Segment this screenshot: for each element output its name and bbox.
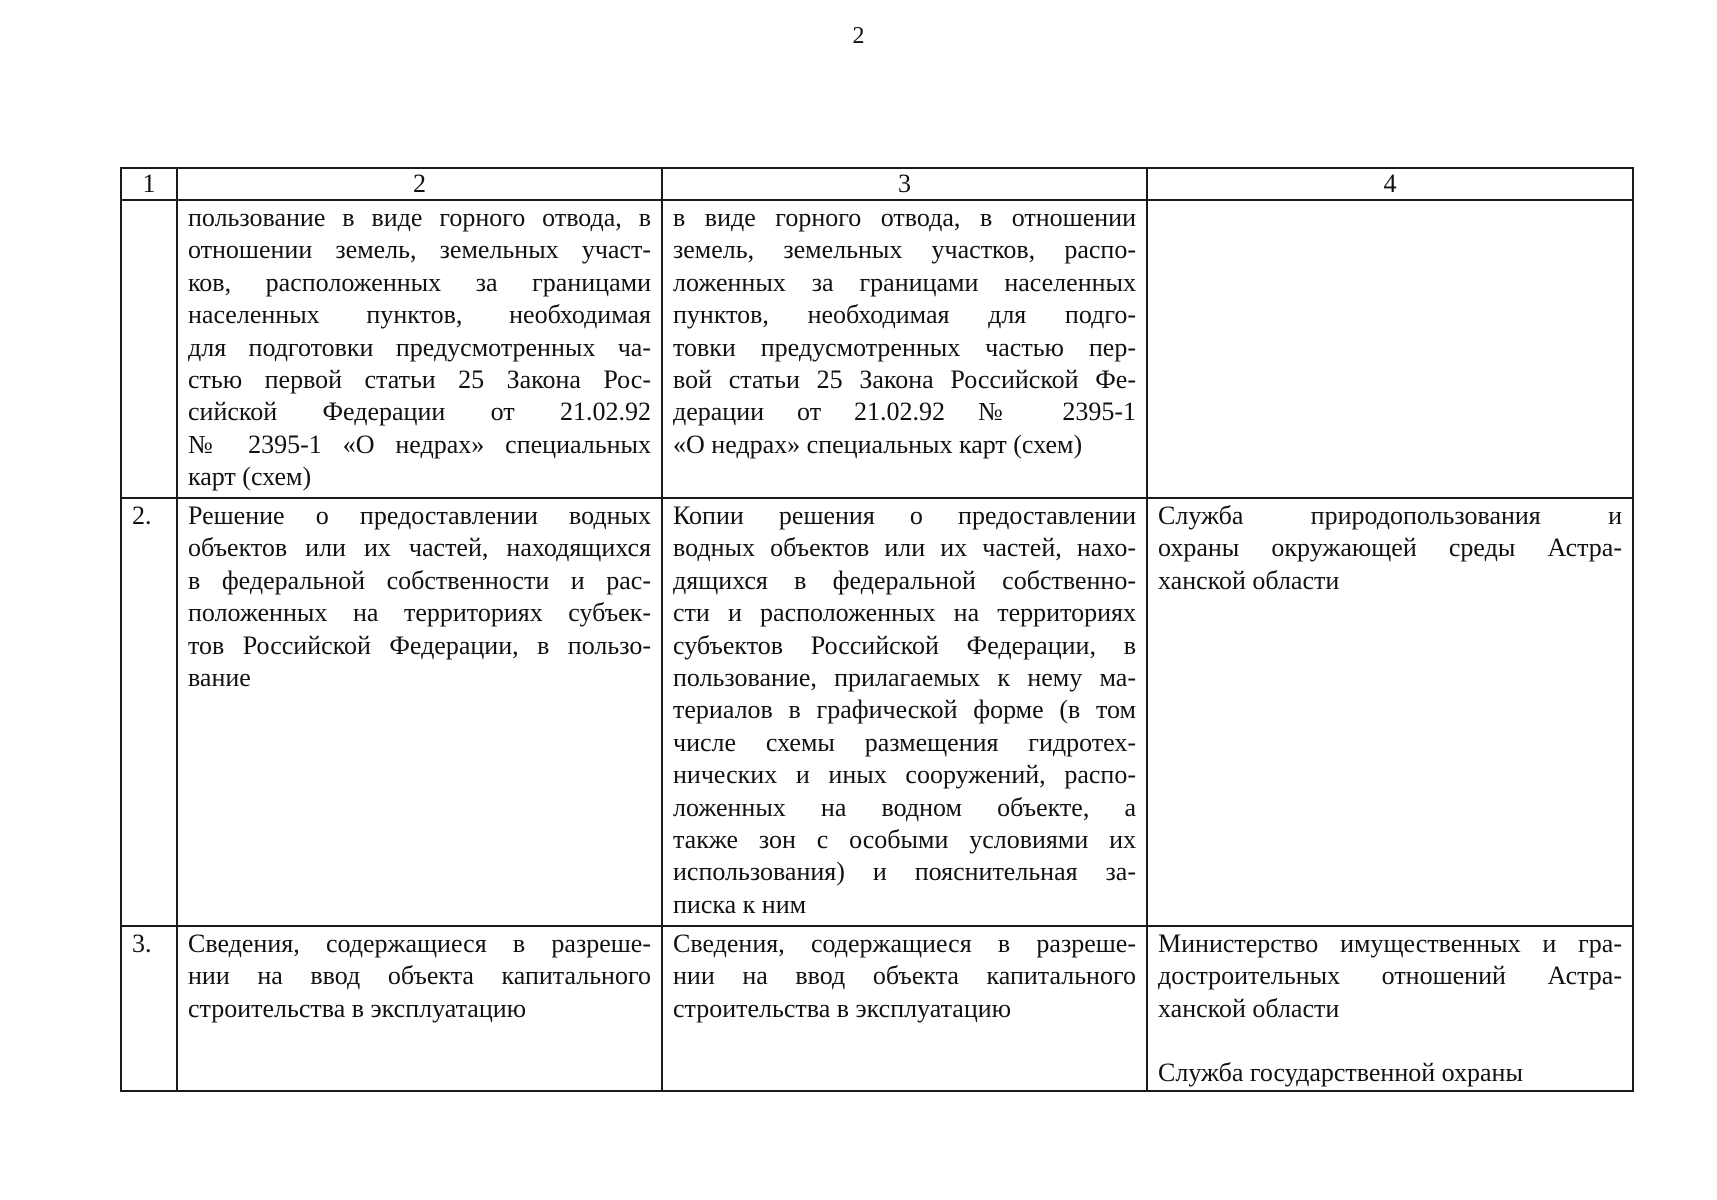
text-line: сийской Федерации от 21.02.92 <box>188 397 651 427</box>
text-line: Решение о предоставлении водных <box>188 501 651 530</box>
text-line: пользование в виде горного отвода, в <box>188 203 651 232</box>
text-line: ханской области <box>1158 993 1340 1023</box>
page-number: 2 <box>852 23 865 49</box>
blank-line <box>1158 1025 1622 1057</box>
text-line: № 2395-1 «О недрах» специальных <box>188 429 651 459</box>
text-line: нии на ввод объекта капитального <box>188 961 651 991</box>
text-line: использования) и пояснительная за- <box>673 857 1136 887</box>
column-header-1: 1 <box>121 168 177 200</box>
authority-cell <box>1147 498 1633 926</box>
text-line: тов Российской Федерации, в пользо- <box>188 630 651 660</box>
table-header-row <box>121 168 1633 200</box>
document-content-cell <box>662 926 1147 1091</box>
text-line: водных объектов или их частей, нахо- <box>673 533 1136 563</box>
document-name-cell <box>177 498 662 926</box>
text-line: карт (схем) <box>188 462 312 492</box>
row-number-cell: 2. <box>121 498 177 926</box>
authority-cell <box>1147 200 1633 498</box>
table-row <box>121 926 1633 1091</box>
text-line: Служба природопользования и <box>1158 501 1622 530</box>
text-line: достроительных отношений Астра- <box>1158 961 1622 991</box>
text-line: Служба государственной охраны <box>1158 1058 1523 1088</box>
row-number-cell <box>121 200 177 498</box>
table-row <box>121 200 1633 498</box>
column-header-4: 4 <box>1147 168 1633 200</box>
text-line: пользование, прилагаемых к нему ма- <box>673 663 1136 693</box>
text-line: нических и иных сооружений, распо- <box>673 760 1136 790</box>
text-line: «О недрах» специальных карт (схем) <box>673 429 1083 459</box>
text-line: отношении земель, земельных участ- <box>188 235 651 265</box>
text-line: вание <box>188 663 251 693</box>
text-line: числе схемы размещения гидротех- <box>673 727 1136 757</box>
text-line: строительства в эксплуатацию <box>673 993 1012 1023</box>
text-line: сти и расположенных на территориях <box>673 598 1136 628</box>
text-line: пунктов, необходимая для подго- <box>673 300 1136 330</box>
row-number-cell: 3. <box>121 926 177 1091</box>
document-table <box>120 167 1634 1092</box>
text-line: дящихся в федеральной собственно- <box>673 565 1136 595</box>
document-content-cell <box>662 498 1147 926</box>
text-line: в федеральной собственности и рас- <box>188 565 651 595</box>
document-name-cell <box>177 926 662 1091</box>
column-header-2: 2 <box>177 168 662 200</box>
text-line: населенных пунктов, необходимая <box>188 300 651 330</box>
text-line: Копии решения о предоставлении <box>673 501 1136 530</box>
document-name-cell <box>177 200 662 498</box>
text-line: также зон с особыми условиями их <box>673 825 1136 855</box>
text-line: в виде горного отвода, в отношении <box>673 203 1136 232</box>
text-line: териалов в графической форме (в том <box>673 695 1136 725</box>
text-line: нии на ввод объекта капитального <box>673 961 1136 991</box>
text-line: товки предусмотренных частью пер- <box>673 332 1136 362</box>
text-line: Сведения, содержащиеся в разреше- <box>673 929 1136 958</box>
column-header-3: 3 <box>662 168 1147 200</box>
document-content-cell <box>662 200 1147 498</box>
text-line: объектов или их частей, находящихся <box>188 533 651 563</box>
text-line: ханской области <box>1158 565 1340 595</box>
text-line: писка к ним <box>673 889 807 919</box>
text-line: вой статьи 25 Закона Российской Фе- <box>673 365 1136 395</box>
text-line: для подготовки предусмотренных ча- <box>188 332 651 362</box>
text-line: положенных на территориях субъек- <box>188 598 651 628</box>
text-line: строительства в эксплуатацию <box>188 993 527 1023</box>
text-line: субъектов Российской Федерации, в <box>673 630 1136 660</box>
text-line: Министерство имущественных и гра- <box>1158 929 1622 958</box>
text-line: ложенных за границами населенных <box>673 267 1136 297</box>
authority-cell <box>1147 926 1633 1091</box>
text-line: охраны окружающей среды Астра- <box>1158 533 1622 563</box>
text-line: ков, расположенных за границами <box>188 267 651 297</box>
text-line: стью первой статьи 25 Закона Рос- <box>188 365 651 395</box>
text-line: ложенных на водном объекте, а <box>673 792 1136 822</box>
text-line: Сведения, содержащиеся в разреше- <box>188 929 651 958</box>
text-line: земель, земельных участков, распо- <box>673 235 1136 265</box>
table-row <box>121 498 1633 926</box>
text-line: дерации от 21.02.92 № 2395-1 <box>673 397 1136 427</box>
